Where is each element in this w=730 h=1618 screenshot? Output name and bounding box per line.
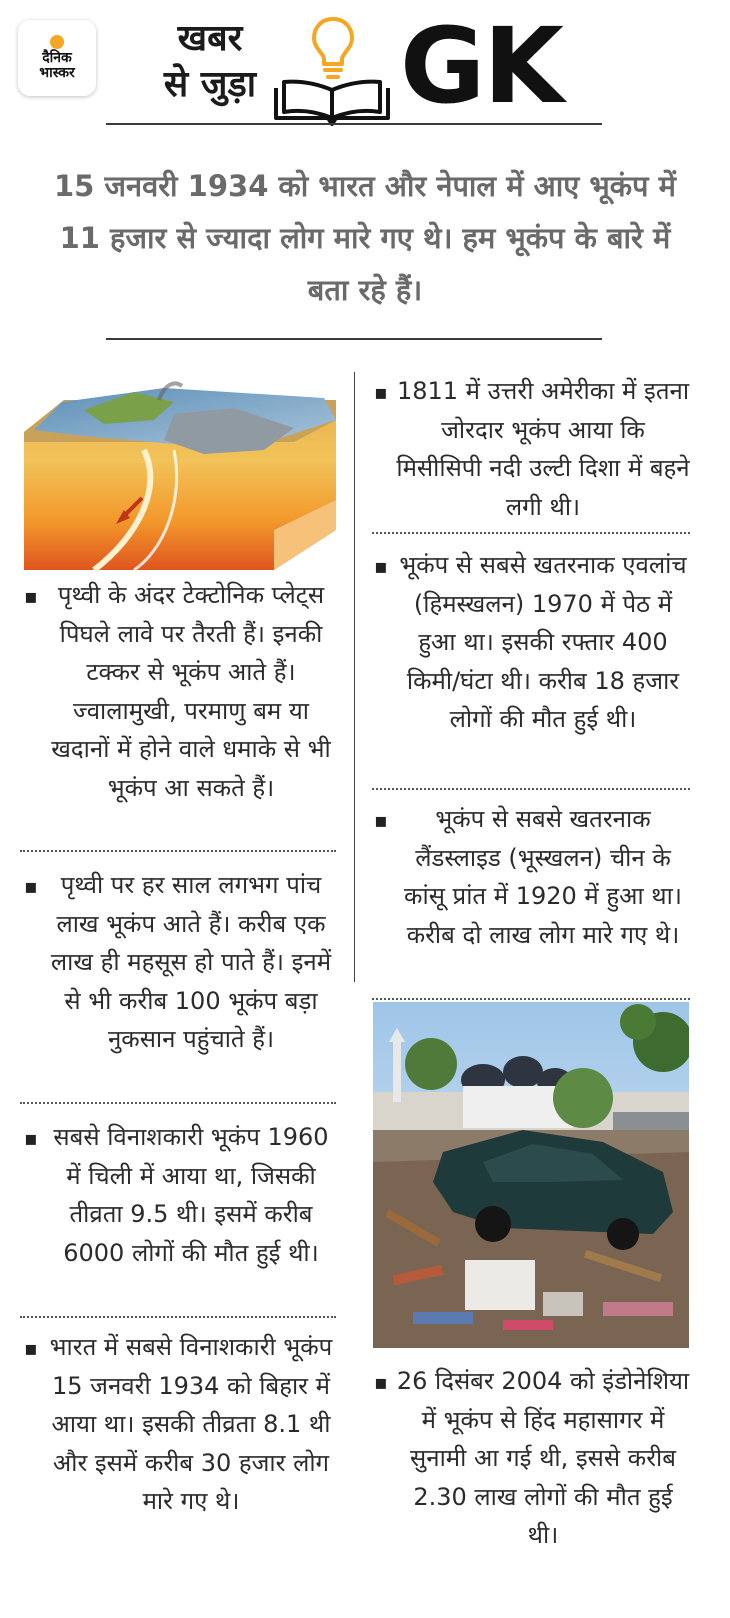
- tagline-line-1: खबर: [177, 18, 243, 59]
- fact-divider: [20, 1316, 336, 1318]
- bullet-icon: ▪: [24, 584, 38, 608]
- bullet-icon: ▪: [374, 380, 388, 404]
- fact-divider: [20, 1102, 336, 1104]
- fact-text: भारत में सबसे विनाशकारी भूकंप 15 जनवरी 1934 को बिहार में आया था। इसकी तीव्रता 8.1 थी और इसमें करीब 30 हजार लोग मारे गए थे।: [49, 1333, 333, 1515]
- logo-line-1: दैनिक: [42, 50, 72, 66]
- header-tagline: [150, 16, 270, 108]
- fact-item: [24, 1118, 336, 1272]
- bullet-icon: ▪: [374, 1370, 388, 1394]
- bullet-icon: ▪: [24, 1126, 38, 1150]
- bullet-icon: ▪: [24, 1336, 38, 1360]
- fact-item: [374, 546, 690, 739]
- header-divider: [106, 123, 602, 125]
- bullet-icon: ▪: [374, 808, 388, 832]
- fact-item: [374, 1362, 690, 1555]
- fact-divider: [20, 850, 336, 852]
- tsunami-aftermath-photo: [373, 1002, 689, 1348]
- fact-item: [374, 800, 690, 954]
- gk-title: GK: [400, 5, 562, 127]
- fact-text: पृथ्वी के अंदर टेक्टोनिक प्लेट्स पिघले लावे पर तैरती हैं। इनकी टक्कर से भूकंप आते हैं। ज्वालामुखी, परमाणु बम या खदानों में होने वाले धमाके से भी भूकंप आ सकते हैं।: [51, 581, 331, 802]
- fact-text: भूकंप से सबसे खतरनाक एवलांच (हिमस्खलन) 1970 में पेठ में हुआ था। इसकी रफ्तार 400 किमी/घंटा थी। करीब 18 हजार लोगों की मौत हुई थी।: [399, 551, 687, 733]
- fact-item: [24, 576, 336, 807]
- fact-text: सबसे विनाशकारी भूकंप 1960 में चिली में आया था, जिसकी तीव्रता 9.5 थी। इसमें करीब 6000 लोगों की मौत हुई थी।: [53, 1123, 329, 1267]
- fact-item: [374, 372, 690, 526]
- intro-divider: [106, 338, 602, 340]
- dainik-bhaskar-logo: [18, 20, 96, 96]
- fact-divider: [372, 788, 690, 790]
- fact-item: [24, 1328, 336, 1521]
- fact-item: [24, 866, 336, 1059]
- bullet-icon: ▪: [374, 554, 388, 578]
- fact-divider: [372, 998, 690, 1000]
- open-book-icon: [272, 78, 392, 126]
- tectonic-plate-illustration: [24, 380, 336, 572]
- logo-dot: [50, 35, 64, 49]
- lightbulb-icon: [308, 14, 358, 84]
- fact-divider: [372, 532, 690, 534]
- fact-text: भूकंप से सबसे खतरनाक लैंडस्लाइड (भूस्खलन) चीन के कांसू प्रांत में 1920 में हुआ था। करीब दो लाख लोग मारे गए थे।: [404, 805, 682, 949]
- fact-text: 26 दिसंबर 2004 को इंडोनेशिया में भूकंप से हिंद महासागर में सुनामी आ गई थी, इससे करीब 2.30 लाख लोगों की मौत हुई थी।: [396, 1367, 690, 1549]
- fact-text: पृथ्वी पर हर साल लगभग पांच लाख भूकंप आते हैं। करीब एक लाख ही महसूस हो पाते हैं। इनमें से भी करीब 100 भूकंप बड़ा नुकसान पहुंचाते हैं।: [50, 871, 332, 1053]
- tagline-line-2: से जुड़ा: [163, 64, 257, 105]
- fact-text: 1811 में उत्तरी अमेरीका में इतना जोरदार भूकंप आया कि मिसीसिपी नदी उल्टी दिशा में बहने लगी थी।: [396, 377, 690, 521]
- intro-text: 15 जनवरी 1934 को भारत और नेपाल में आए भूकंप में 11 हजार से ज्यादा लोग मारे गए थे। हम भूकंप के बारे में बता रहे हैं।: [54, 169, 676, 307]
- logo-line-2: भास्कर: [39, 65, 75, 81]
- column-separator: [354, 372, 355, 982]
- bullet-icon: ▪: [24, 874, 38, 898]
